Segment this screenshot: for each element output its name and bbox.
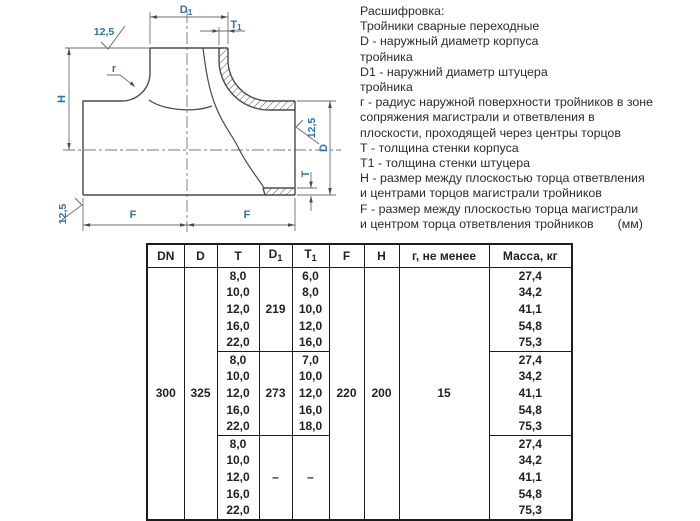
- cell-t1: –: [292, 435, 329, 519]
- legend-title: Расшифровка:: [360, 4, 445, 18]
- cell-t1: 10,0: [292, 301, 329, 318]
- cell-mass: 41,1: [489, 301, 572, 318]
- legend-line: Тройники сварные переходные: [360, 19, 540, 34]
- cell-mass: 41,1: [489, 385, 572, 402]
- cell-t: 16,0: [217, 402, 259, 419]
- cell-mass: 54,8: [489, 318, 572, 335]
- cell-t1: 16,0: [292, 334, 329, 351]
- cell-h: 200: [364, 268, 399, 520]
- dimension-label-r: r: [111, 63, 117, 75]
- legend-line: тройника: [360, 49, 413, 64]
- cell-r-min: 15: [399, 268, 489, 520]
- legend-line-last: [360, 217, 698, 232]
- table-header-cell: $D_1$: [259, 244, 292, 268]
- dimension-label-h: H: [56, 95, 68, 103]
- spec-table-head: [147, 244, 572, 268]
- spec-table-body: [147, 268, 572, 520]
- cell-mass: 41,1: [489, 469, 572, 486]
- cell-mass: 27,4: [489, 351, 572, 368]
- cell-d1: 219: [259, 268, 292, 352]
- cell-mass: 54,8: [489, 402, 572, 419]
- table-header-cell: D: [184, 244, 217, 268]
- dimension-label-d: D: [318, 144, 330, 152]
- cell-t: 16,0: [217, 486, 259, 503]
- cell-t: 8,0: [217, 435, 259, 452]
- dimension-label-f-left: F: [129, 209, 137, 221]
- roughness-label-bottom: 12,5: [57, 203, 69, 225]
- cell-mass: 75,3: [489, 334, 572, 351]
- cell-t1: 18,0: [292, 418, 329, 435]
- table-header-cell: F: [329, 244, 364, 268]
- dimension-label-t: T: [300, 170, 312, 178]
- cell-mass: 75,3: [489, 418, 572, 435]
- spec-table: [146, 243, 573, 521]
- legend-line: D1 - наружний диаметр штуцера: [360, 64, 548, 79]
- table-header-cell: $T_1$: [292, 244, 329, 268]
- cell-t: 10,0: [217, 285, 259, 302]
- cell-mass: 34,2: [489, 453, 572, 470]
- cell-t1: 6,0: [292, 268, 329, 285]
- cell-t1: 12,0: [292, 318, 329, 335]
- cell-t: 22,0: [217, 418, 259, 435]
- legend-line: F - размер между плоскостью торца магистрали: [360, 201, 639, 216]
- inner-bore-curves: [149, 48, 264, 188]
- roughness-label-right: 12,5: [306, 117, 318, 139]
- legend-line: D - наружный диаметр корпуса: [360, 34, 539, 49]
- table-header-cell: Масса, кг: [489, 244, 572, 268]
- cell-t: 12,0: [217, 385, 259, 402]
- legend-line: Т1 - толщина стенки штуцера: [360, 156, 530, 171]
- cell-t: 8,0: [217, 268, 259, 285]
- legend-line: и центрами торцов магистрали тройников: [360, 186, 602, 201]
- dimension-label-t1: T1: [230, 19, 242, 32]
- cell-f: 220: [329, 268, 364, 520]
- cell-t: 12,0: [217, 469, 259, 486]
- dimension-label-f-right: F: [243, 209, 251, 221]
- legend-line: плоскости, проходящей через центры торцов: [360, 125, 621, 140]
- legend-line: тройника: [360, 80, 413, 95]
- cell-mass: 54,8: [489, 486, 572, 503]
- cell-t1: 7,0: [292, 351, 329, 368]
- table-header-cell: DN: [147, 244, 184, 268]
- table-header-cell: H: [364, 244, 399, 268]
- cell-mass: 34,2: [489, 285, 572, 302]
- centerlines: [63, 11, 341, 232]
- cell-d: 325: [184, 268, 217, 520]
- section-hatch: [219, 48, 295, 195]
- legend-line: сопряжения магистрали и ответвления в: [360, 110, 595, 125]
- table-header-cell: T: [217, 244, 259, 268]
- tee-drawing: [0, 0, 352, 240]
- cell-t: 10,0: [217, 453, 259, 470]
- legend-line: Т - толщина стенки корпуса: [360, 140, 519, 155]
- cell-t: 12,0: [217, 301, 259, 318]
- table-header-row: [147, 244, 572, 268]
- cell-mass: 34,2: [489, 369, 572, 386]
- units-note: (мм): [617, 216, 643, 231]
- cell-t: 8,0: [217, 351, 259, 368]
- legend-line: г - радиус наружной поверхности тройников в зоне: [360, 95, 654, 110]
- roughness-label-top: 12,5: [93, 26, 115, 38]
- cell-t1: 12,0: [292, 385, 329, 402]
- cell-t1: 8,0: [292, 285, 329, 302]
- legend-line: Н - размер между плоскостью торца ответвления: [360, 171, 645, 186]
- legend: [360, 4, 698, 232]
- table-row: [147, 268, 572, 285]
- cell-d1: 273: [259, 351, 292, 435]
- dimension-label-d1: D1: [179, 4, 193, 17]
- cell-t1: 16,0: [292, 402, 329, 419]
- cell-mass: 27,4: [489, 435, 572, 452]
- cell-t: 22,0: [217, 334, 259, 351]
- cell-t: 16,0: [217, 318, 259, 335]
- legend-line-text: и центром торца ответвления тройников: [360, 216, 594, 231]
- table-header-cell: г, не менее: [399, 244, 489, 268]
- cell-t1: 10,0: [292, 369, 329, 386]
- cell-mass: 75,3: [489, 502, 572, 520]
- cell-t: 10,0: [217, 369, 259, 386]
- cell-mass: 27,4: [489, 268, 572, 285]
- cell-d1: –: [259, 435, 292, 519]
- cell-dn: 300: [147, 268, 184, 520]
- cell-t: 22,0: [217, 502, 259, 520]
